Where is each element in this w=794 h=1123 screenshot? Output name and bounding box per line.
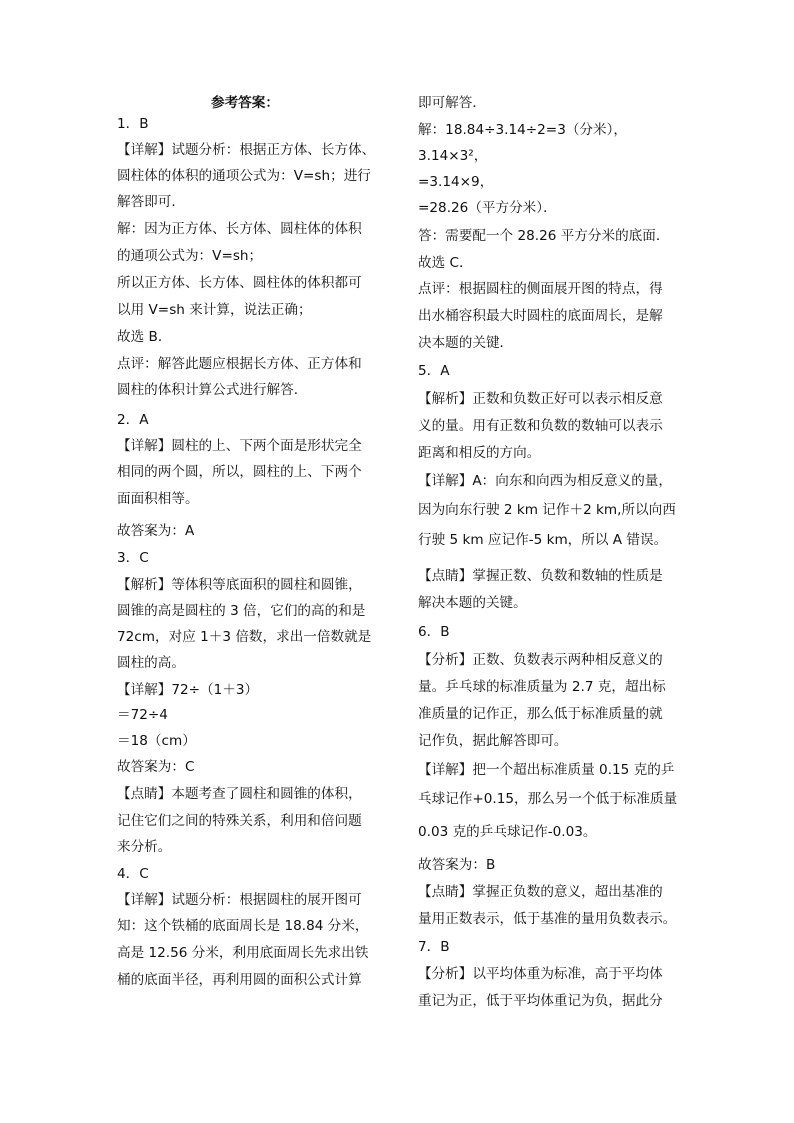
answer-line: 的通项公式为：V=sh； bbox=[117, 248, 263, 264]
answer-line: 3．C bbox=[117, 550, 149, 566]
answer-line: 5．A bbox=[418, 363, 450, 379]
answer-line: 【分析】正数、负数表示两种相反意义的 bbox=[418, 652, 663, 668]
answer-line: 记住它们之间的特殊关系，利用和倍问题 bbox=[117, 813, 362, 829]
answer-line: 乓球记作+0.15，那么另一个低于标准质量 bbox=[418, 791, 678, 807]
answer-line: 解答即可． bbox=[117, 194, 185, 210]
answer-line: 圆柱的体积计算公式进行解答． bbox=[117, 382, 308, 398]
answer-line: ＝18（cm） bbox=[117, 733, 196, 749]
answer-line: 解：18.84÷3.14÷2=3（分米）， bbox=[418, 122, 628, 138]
answer-line: 7．B bbox=[418, 939, 450, 955]
answer-line: 【解析】正数和负数正好可以表示相反意 bbox=[418, 391, 663, 407]
answer-line: =3.14×9， bbox=[418, 174, 494, 190]
answer-line: 【详解】A：向东和向西为相反意义的量， bbox=[418, 473, 672, 489]
answer-line: 答：需要配一个 28.26 平方分米的底面． bbox=[418, 228, 670, 244]
answer-line: 重记为正，低于平均体重记为负，据此分 bbox=[418, 993, 663, 1009]
answer-line: 故答案为：A bbox=[117, 523, 195, 539]
answer-line: 6．B bbox=[418, 624, 450, 640]
answer-line: 记作负，据此解答即可。 bbox=[418, 733, 568, 749]
page-title: 参考答案： bbox=[211, 95, 279, 111]
answer-line: 解决本题的关键。 bbox=[418, 595, 527, 611]
answer-line: 面面积相等。 bbox=[117, 491, 199, 507]
answer-line: 【分析】以平均体重为标准，高于平均体 bbox=[418, 966, 663, 982]
answer-line: 【解析】等体积等底面积的圆柱和圆锥， bbox=[117, 577, 362, 593]
answer-line: 圆柱的高。 bbox=[117, 655, 185, 671]
answer-line: 决本题的关键． bbox=[418, 335, 514, 351]
answer-line: 故答案为：B bbox=[418, 857, 496, 873]
answer-line: 【详解】试题分析：根据正方体、长方体、 bbox=[117, 142, 376, 158]
answer-line: 因为向东行驶 2 km 记作＋2 km,所以向西 bbox=[418, 502, 676, 518]
answer-line: 4．C bbox=[117, 866, 149, 882]
answer-line: 出水桶容积最大时圆柱的底面周长，是解 bbox=[418, 308, 663, 324]
answer-line: 【点睛】掌握正数、负数和数轴的性质是 bbox=[418, 568, 663, 584]
answer-line: 距离和相反的方向。 bbox=[418, 445, 541, 461]
answer-line: 圆柱体的体积的通项公式为：V=sh；进行 bbox=[117, 168, 371, 184]
answer-line: 行驶 5 km 应记作-5 km，所以 A 错误。 bbox=[418, 532, 668, 548]
answer-line: 故答案为：C bbox=[117, 759, 195, 775]
answer-line: 所以正方体、长方体、圆柱体的体积都可 bbox=[117, 275, 362, 291]
answer-line: 【详解】把一个超出标准质量 0.15 克的乒 bbox=[418, 762, 675, 778]
answer-line: =28.26（平方分米）． bbox=[418, 200, 557, 216]
answer-line: ＝72÷4 bbox=[117, 707, 168, 723]
answer-line: 量用正数表示，低于基准的量用负数表示。 bbox=[418, 911, 677, 927]
answer-line: 【详解】圆柱的上、下两个面是形状完全 bbox=[117, 438, 362, 454]
answer-line: 相同的两个圆，所以，圆柱的上、下两个 bbox=[117, 464, 362, 480]
answer-line: 高是 12.56 分米，利用底面周长先求出铁 bbox=[117, 945, 369, 961]
answer-line: 0.03 克的乒乓球记作-0.03。 bbox=[418, 824, 597, 840]
answer-line: 知：这个铁桶的底面周长是 18.84 分米， bbox=[117, 918, 369, 934]
answer-line: 故选 C． bbox=[418, 255, 473, 271]
answer-line: 圆锥的高是圆柱的 3 倍，它们的高的和是 bbox=[117, 603, 366, 619]
answer-line: 【详解】试题分析：根据圆柱的展开图可 bbox=[117, 892, 362, 908]
answer-line: 桶的底面半径，再利用圆的面积公式计算 bbox=[117, 972, 362, 988]
answer-line: 故选 B． bbox=[117, 329, 172, 345]
answer-line: 点评：解答此题应根据长方体、正方体和 bbox=[117, 356, 362, 372]
answer-line: 【点睛】掌握正负数的意义，超出基准的 bbox=[418, 884, 663, 900]
answer-line: 准质量的记作正，那么低于标准质量的就 bbox=[418, 706, 663, 722]
answer-line: 1．B bbox=[117, 116, 149, 132]
answer-line: 以用 V=sh 来计算，说法正确； bbox=[117, 302, 312, 318]
answer-line: 义的量。用有正数和负数的数轴可以表示 bbox=[418, 418, 663, 434]
answer-line: 解：因为正方体、长方体、圆柱体的体积 bbox=[117, 221, 362, 237]
answer-line: 来分析。 bbox=[117, 839, 172, 855]
answer-line: 即可解答． bbox=[418, 95, 486, 111]
answer-line: 2．A bbox=[117, 412, 149, 428]
answer-line: 【点睛】本题考查了圆柱和圆锥的体积， bbox=[117, 786, 362, 802]
answer-line: 点评：根据圆柱的侧面展开图的特点，得 bbox=[418, 281, 663, 297]
answer-line: 量。乒乓球的标准质量为 2.7 克，超出标 bbox=[418, 679, 666, 695]
answer-line: 【详解】72÷（1＋3） bbox=[117, 682, 259, 698]
answer-line: 72cm，对应 1＋3 倍数，求出一倍数就是 bbox=[117, 629, 372, 645]
answer-line: 3.14×3²， bbox=[418, 148, 488, 164]
